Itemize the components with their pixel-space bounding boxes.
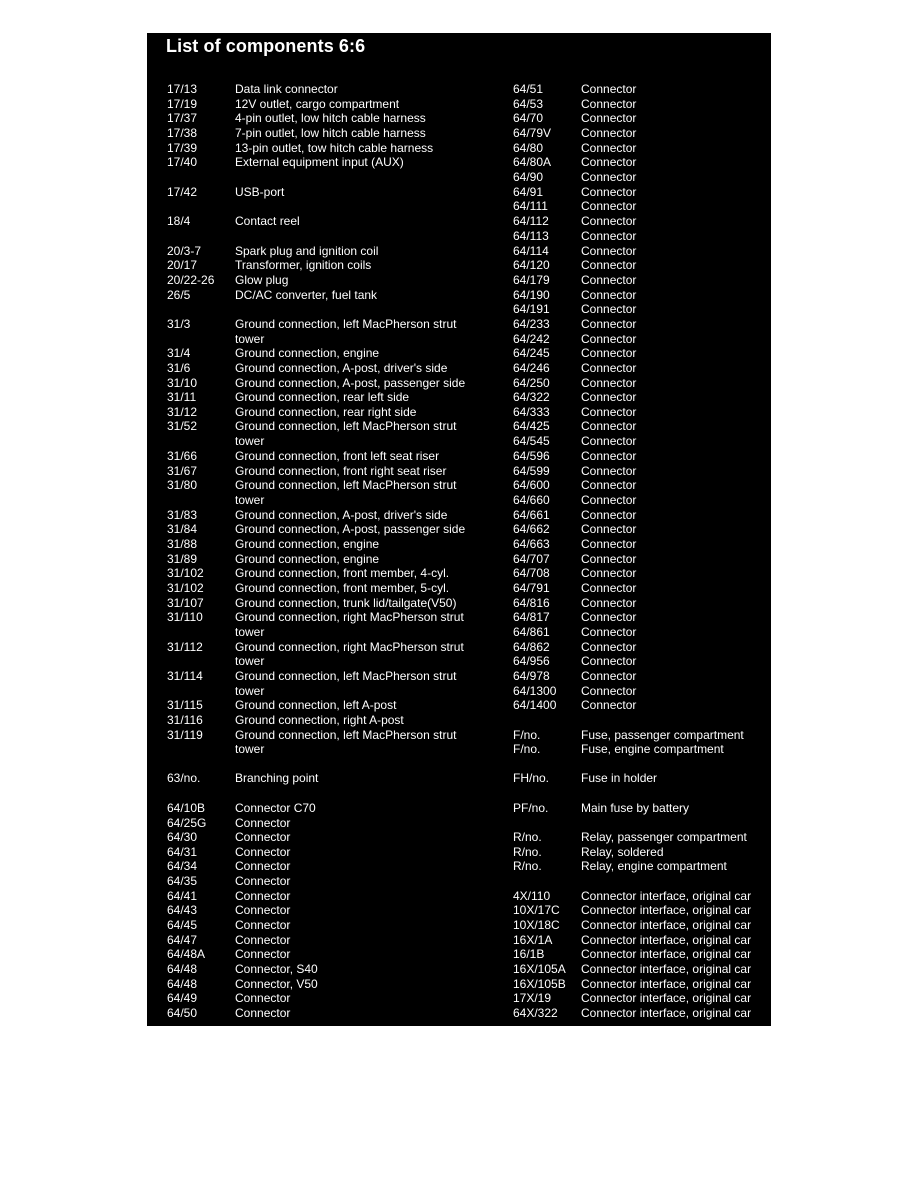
component-code: 64/41 xyxy=(167,889,198,903)
component-code: 31/110 xyxy=(167,610,203,624)
component-description: Connector xyxy=(581,654,637,668)
component-code: 31/119 xyxy=(167,728,203,742)
component-code: 10X/17C xyxy=(513,903,560,917)
component-code: 31/102 xyxy=(167,566,204,580)
component-description: Connector xyxy=(581,273,637,287)
component-description: Glow plug xyxy=(235,273,289,287)
component-code: 64/91 xyxy=(513,185,544,199)
component-code: 64/596 xyxy=(513,449,550,463)
component-code: 64/978 xyxy=(513,669,550,683)
component-code: 20/22-26 xyxy=(167,273,215,287)
component-code: 17/42 xyxy=(167,185,198,199)
component-code: 16X/105A xyxy=(513,962,566,976)
page-title: List of components 6:6 xyxy=(166,36,366,56)
component-code: F/no. xyxy=(513,728,541,742)
component-code: 17/39 xyxy=(167,141,198,155)
component-code: 64/425 xyxy=(513,419,550,433)
component-description: Connector xyxy=(581,126,637,140)
component-description: Relay, passenger compartment xyxy=(581,830,747,844)
component-description: Connector xyxy=(235,947,291,961)
component-code: 31/52 xyxy=(167,419,198,433)
component-description: DC/AC converter, fuel tank xyxy=(235,288,378,302)
component-description: Connector interface, original car xyxy=(581,977,752,991)
component-description: Data link connector xyxy=(235,82,338,96)
component-code: 64/708 xyxy=(513,566,550,580)
component-code: 31/6 xyxy=(167,361,191,375)
component-code: 64/545 xyxy=(513,434,550,448)
component-code: 64/45 xyxy=(167,918,198,932)
component-description: USB-port xyxy=(235,185,285,199)
component-description: Connector xyxy=(581,449,637,463)
component-description: Ground connection, left MacPherson strut xyxy=(235,669,457,683)
component-code: 20/17 xyxy=(167,258,198,272)
component-code: 64/48 xyxy=(167,962,198,976)
component-description: Ground connection, left MacPherson strut xyxy=(235,728,457,742)
component-code: 64/707 xyxy=(513,552,550,566)
component-description: Ground connection, left MacPherson strut xyxy=(235,419,457,433)
component-code: 31/114 xyxy=(167,669,203,683)
component-description: Connector interface, original car xyxy=(581,962,752,976)
component-description: Connector xyxy=(581,302,637,316)
component-description: Connector xyxy=(235,889,291,903)
component-code: F/no. xyxy=(513,742,541,756)
component-code: 64/70 xyxy=(513,111,544,125)
component-description: Ground connection, engine xyxy=(235,346,380,360)
component-description: Connector xyxy=(581,390,637,404)
component-description: Connector xyxy=(581,199,637,213)
component-code: 64/48A xyxy=(167,947,206,961)
component-description: tower xyxy=(235,332,265,346)
component-code: 64/120 xyxy=(513,258,550,272)
component-description: Ground connection, rear right side xyxy=(235,405,417,419)
component-description: Connector, V50 xyxy=(235,977,318,991)
component-description: Transformer, ignition coils xyxy=(235,258,372,272)
component-code: 64/250 xyxy=(513,376,550,390)
component-description: Connector xyxy=(581,111,637,125)
component-code: 17/19 xyxy=(167,97,198,111)
component-code: 64/191 xyxy=(513,302,550,316)
component-code: 64/791 xyxy=(513,581,550,595)
component-description: Connector xyxy=(235,1006,291,1020)
component-code: 64/53 xyxy=(513,97,544,111)
component-code: R/no. xyxy=(513,845,542,859)
component-code: 64/599 xyxy=(513,464,550,478)
component-code: 64/817 xyxy=(513,610,550,624)
component-description: Ground connection, left MacPherson strut xyxy=(235,317,457,331)
component-description: 4-pin outlet, low hitch cable harness xyxy=(235,111,426,125)
component-description: Spark plug and ignition coil xyxy=(235,244,379,258)
component-code: 64/862 xyxy=(513,640,550,654)
component-code: 31/107 xyxy=(167,596,204,610)
component-code: 16/1B xyxy=(513,947,545,961)
component-code: 16X/1A xyxy=(513,933,553,947)
component-code: 17X/19 xyxy=(513,991,552,1005)
component-code: 64/246 xyxy=(513,361,550,375)
component-code: 64/663 xyxy=(513,537,550,551)
component-description: tower xyxy=(235,684,265,698)
component-description: Fuse in holder xyxy=(581,771,658,785)
component-description: Connector interface, original car xyxy=(581,903,752,917)
component-description: Ground connection, engine xyxy=(235,552,380,566)
component-description: Connector xyxy=(581,185,637,199)
component-description: Connector xyxy=(581,244,637,258)
component-description: Connector interface, original car xyxy=(581,889,752,903)
component-code: 64/179 xyxy=(513,273,550,287)
component-list-panel xyxy=(147,33,771,1026)
component-description: tower xyxy=(235,742,265,756)
component-code: 64/43 xyxy=(167,903,198,917)
component-description: tower xyxy=(235,493,265,507)
component-description: Ground connection, A-post, driver's side xyxy=(235,361,448,375)
component-description: Connector xyxy=(581,361,637,375)
component-description: Connector xyxy=(581,419,637,433)
component-code: 64/25G xyxy=(167,816,207,830)
component-code: 10X/18C xyxy=(513,918,560,932)
component-description: Connector xyxy=(581,332,637,346)
component-code: FH/no. xyxy=(513,771,550,785)
component-code: 64/661 xyxy=(513,508,550,522)
component-description: Main fuse by battery xyxy=(581,801,690,815)
component-description: Connector xyxy=(581,288,637,302)
component-description: Connector xyxy=(581,155,637,169)
component-description: 13-pin outlet, tow hitch cable harness xyxy=(235,141,434,155)
component-description: Connector xyxy=(235,933,291,947)
component-description: Connector xyxy=(581,552,637,566)
component-code: 31/102 xyxy=(167,581,204,595)
component-description: Ground connection, front member, 5-cyl. xyxy=(235,581,450,595)
component-description: 12V outlet, cargo compartment xyxy=(235,97,400,111)
component-description: Connector xyxy=(581,640,637,654)
component-code: 64/660 xyxy=(513,493,550,507)
component-description: Connector, S40 xyxy=(235,962,318,976)
component-code: 64/242 xyxy=(513,332,550,346)
component-code: 31/83 xyxy=(167,508,198,522)
component-code: 64X/322 xyxy=(513,1006,558,1020)
component-code: 20/3-7 xyxy=(167,244,202,258)
component-code: 64/31 xyxy=(167,845,198,859)
component-code: 31/84 xyxy=(167,522,198,536)
component-description: Connector xyxy=(581,478,637,492)
component-description: Ground connection, left MacPherson strut xyxy=(235,478,457,492)
component-code: 64/49 xyxy=(167,991,198,1005)
component-description: Connector xyxy=(581,537,637,551)
component-description: Connector interface, original car xyxy=(581,933,752,947)
component-description: Connector xyxy=(235,918,291,932)
component-description: tower xyxy=(235,625,265,639)
component-code: 31/66 xyxy=(167,449,198,463)
component-code: 64/48 xyxy=(167,977,198,991)
component-description: Connector xyxy=(581,82,637,96)
component-description: Connector xyxy=(235,991,291,1005)
component-code: R/no. xyxy=(513,859,542,873)
component-description: Connector xyxy=(581,141,637,155)
component-description: Connector xyxy=(235,903,291,917)
component-code: 31/3 xyxy=(167,317,191,331)
component-description: Connector xyxy=(581,97,637,111)
component-code: 4X/110 xyxy=(513,889,551,903)
component-code: 31/112 xyxy=(167,640,203,654)
component-description: Ground connection, left A-post xyxy=(235,698,397,712)
component-code: 64/80 xyxy=(513,141,544,155)
component-code: 31/11 xyxy=(167,390,197,404)
component-description: Fuse, passenger compartment xyxy=(581,728,744,742)
component-code: 31/116 xyxy=(167,713,203,727)
component-code: 64/333 xyxy=(513,405,550,419)
component-description: Connector xyxy=(581,508,637,522)
component-code: 64/662 xyxy=(513,522,550,536)
component-code: 64/113 xyxy=(513,229,549,243)
component-code: 31/115 xyxy=(167,698,203,712)
component-description: Connector xyxy=(235,830,291,844)
component-code: 64/816 xyxy=(513,596,550,610)
component-code: 26/5 xyxy=(167,288,191,302)
component-description: Ground connection, right MacPherson strut xyxy=(235,640,464,654)
component-code: 64/10B xyxy=(167,801,206,815)
component-description: Connector xyxy=(581,258,637,272)
component-code: 64/233 xyxy=(513,317,550,331)
component-code: 64/79V xyxy=(513,126,552,140)
component-code: 64/600 xyxy=(513,478,550,492)
component-code: 17/40 xyxy=(167,155,198,169)
component-description: Ground connection, front right seat riser xyxy=(235,464,447,478)
component-description: Connector interface, original car xyxy=(581,918,752,932)
component-description: Connector xyxy=(581,229,637,243)
component-code: 31/80 xyxy=(167,478,198,492)
component-code: 18/4 xyxy=(167,214,191,228)
component-code: 64/322 xyxy=(513,390,550,404)
component-code: 64/956 xyxy=(513,654,550,668)
component-description: Connector interface, original car xyxy=(581,991,752,1005)
component-description: Connector C70 xyxy=(235,801,316,815)
component-description: Connector xyxy=(235,874,291,888)
component-description: Connector interface, original car xyxy=(581,1006,752,1020)
component-description: Ground connection, front member, 4-cyl. xyxy=(235,566,450,580)
component-description: Relay, soldered xyxy=(581,845,664,859)
component-code: 64/1400 xyxy=(513,698,557,712)
component-description: Connector xyxy=(581,346,637,360)
component-description: Connector xyxy=(581,610,637,624)
component-code: 64/190 xyxy=(513,288,550,302)
component-code: 64/34 xyxy=(167,859,198,873)
component-code: 63/no. xyxy=(167,771,201,785)
component-code: 64/90 xyxy=(513,170,544,184)
component-description: Connector xyxy=(581,596,637,610)
component-description: Contact reel xyxy=(235,214,300,228)
component-code: 17/37 xyxy=(167,111,198,125)
component-description: Relay, engine compartment xyxy=(581,859,727,873)
component-description: Connector xyxy=(581,669,637,683)
component-description: External equipment input (AUX) xyxy=(235,155,404,169)
component-code: 64/1300 xyxy=(513,684,557,698)
component-description: Connector xyxy=(581,170,637,184)
component-description: Connector xyxy=(581,464,637,478)
component-description: Connector xyxy=(581,405,637,419)
component-description: Connector xyxy=(581,493,637,507)
component-description: Connector xyxy=(581,698,637,712)
component-code: 64/35 xyxy=(167,874,198,888)
component-description: Ground connection, A-post, passenger side xyxy=(235,376,466,390)
component-description: Connector xyxy=(581,522,637,536)
component-code: 17/13 xyxy=(167,82,198,96)
component-code: 31/10 xyxy=(167,376,198,390)
component-code: 16X/105B xyxy=(513,977,566,991)
component-code: 64/245 xyxy=(513,346,550,360)
component-description: Connector xyxy=(581,214,637,228)
component-description: Connector xyxy=(581,566,637,580)
component-description: Ground connection, front left seat riser xyxy=(235,449,440,463)
component-description: Ground connection, right MacPherson strut xyxy=(235,610,464,624)
component-code: 64/861 xyxy=(513,625,550,639)
component-code: 64/50 xyxy=(167,1006,198,1020)
component-description: Ground connection, A-post, passenger side xyxy=(235,522,466,536)
component-code: 31/67 xyxy=(167,464,198,478)
component-description: Connector xyxy=(581,434,637,448)
component-description: Connector xyxy=(235,859,291,873)
component-code: PF/no. xyxy=(513,801,549,815)
component-code: R/no. xyxy=(513,830,542,844)
component-code: 64/51 xyxy=(513,82,544,96)
component-description: Fuse, engine compartment xyxy=(581,742,724,756)
component-code: 64/47 xyxy=(167,933,198,947)
component-description: Connector xyxy=(581,376,637,390)
component-code: 64/111 xyxy=(513,199,548,213)
component-code: 64/80A xyxy=(513,155,552,169)
component-description: Ground connection, right A-post xyxy=(235,713,404,727)
component-description: Connector xyxy=(581,684,637,698)
component-description: Ground connection, engine xyxy=(235,537,380,551)
component-description: Connector xyxy=(581,317,637,331)
component-description: Ground connection, A-post, driver's side xyxy=(235,508,448,522)
component-description: Connector xyxy=(235,845,291,859)
component-code: 31/12 xyxy=(167,405,198,419)
component-code: 17/38 xyxy=(167,126,198,140)
component-description: Connector xyxy=(581,581,637,595)
component-description: Branching point xyxy=(235,771,319,785)
component-description: 7-pin outlet, low hitch cable harness xyxy=(235,126,426,140)
component-code: 31/4 xyxy=(167,346,191,360)
component-code: 64/114 xyxy=(513,244,549,258)
component-code: 64/30 xyxy=(167,830,198,844)
component-description: Ground connection, rear left side xyxy=(235,390,410,404)
component-description: Connector xyxy=(235,816,291,830)
component-description: tower xyxy=(235,434,265,448)
component-code: 64/112 xyxy=(513,214,549,228)
component-code: 31/88 xyxy=(167,537,198,551)
component-description: tower xyxy=(235,654,265,668)
component-description: Connector xyxy=(581,625,637,639)
component-description: Connector interface, original car xyxy=(581,947,752,961)
component-code: 31/89 xyxy=(167,552,198,566)
component-description: Ground connection, trunk lid/tailgate(V50) xyxy=(235,596,457,610)
